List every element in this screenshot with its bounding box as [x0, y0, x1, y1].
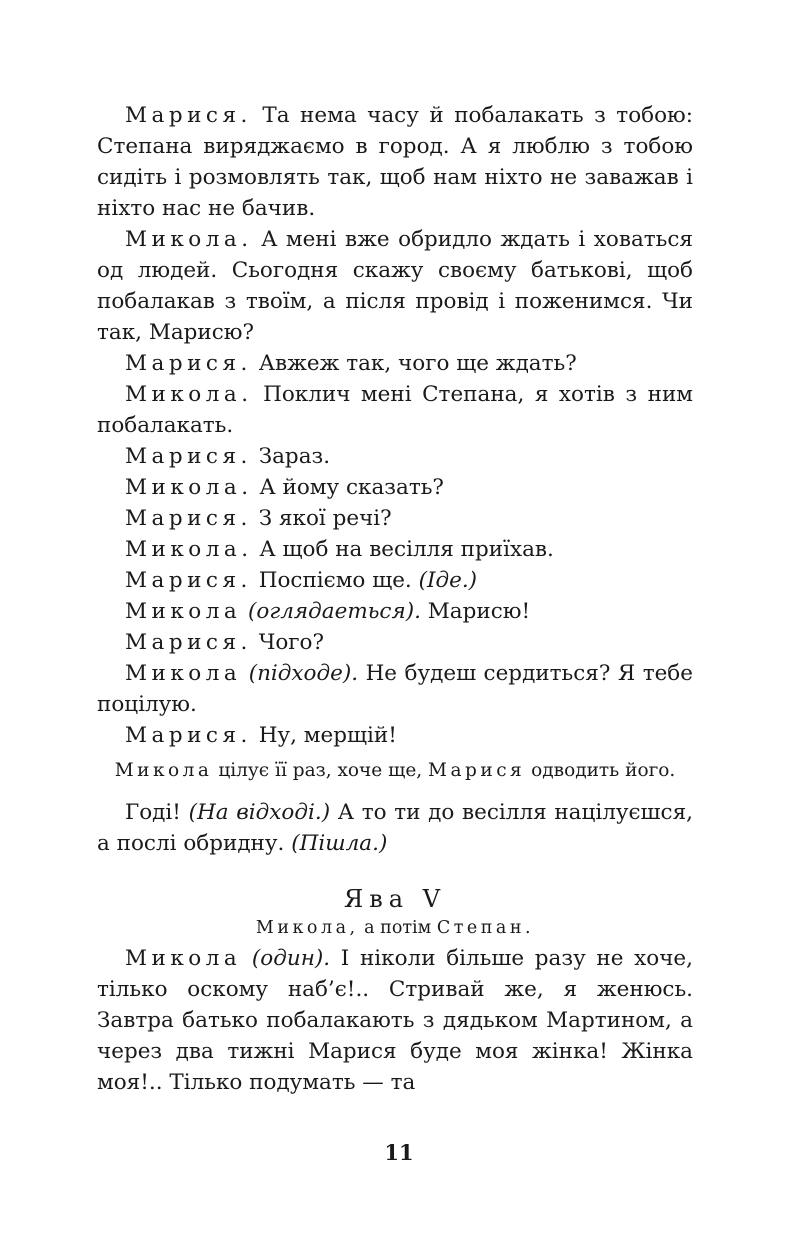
line-text: А щоб на весілля приїхав.: [259, 537, 554, 562]
line-text: Зараз.: [258, 444, 331, 469]
dialogue-line: [97, 720, 693, 751]
speaker-name: Марися.: [125, 723, 252, 748]
dialogue-line: [97, 627, 693, 658]
dialogue-line: [97, 503, 693, 534]
dialogue-line: [97, 100, 693, 224]
speaker-name: Марися.: [125, 444, 252, 469]
dialogue-line: [97, 596, 693, 627]
dialogue-line: [97, 441, 693, 472]
speaker-name: Микола.: [125, 537, 253, 562]
speaker-name: Микола: [114, 760, 213, 781]
line-text: А то ти до весілля націлуєшся, а послі обридну.: [97, 800, 693, 856]
line-text: А мені вже обридло ждать і ховаться од людей. Сьогодня скажу своєму батькові, щоб побалакав з твоїм, а після провід і поженимся. Чи так, Марисю?: [97, 227, 693, 345]
line-text: Годі!: [125, 800, 181, 825]
dialogue-line: [97, 534, 693, 565]
scene-title: Ява V: [343, 885, 447, 913]
speaker-name: Марися: [428, 760, 526, 781]
speaker-name: Микола,: [255, 918, 359, 938]
stage-direction: [97, 757, 693, 784]
dialogue-line: [97, 943, 693, 1098]
line-text: Авжеж так, чого ще ждать?: [258, 351, 577, 376]
line-text: Чого?: [258, 630, 325, 655]
speaker-name: Микола.: [125, 475, 253, 500]
line-text: Не будеш сердиться? Я тебе поцілую.: [97, 661, 693, 717]
dialogue-line: [97, 472, 693, 503]
scene-characters: [97, 915, 693, 941]
dialogue-line: [97, 658, 693, 720]
line-text: Ну, мерщій!: [258, 723, 397, 748]
stage-remark: (Пішла.): [291, 831, 388, 856]
stage-remark: (Іде.): [418, 568, 478, 593]
stage-remark: (оглядаеться).: [248, 599, 421, 624]
speaker-name: Микола: [125, 946, 242, 971]
speaker-name: Марися.: [125, 506, 252, 531]
dialogue-line: [97, 379, 693, 441]
speaker-name: Микола: [125, 599, 242, 624]
dialogue-line: [97, 565, 693, 596]
stage-direction-text: цілує її раз, хоче ще,: [218, 760, 423, 781]
line-text: Марисю!: [427, 599, 531, 624]
line-text: З якої речі?: [258, 506, 392, 531]
speaker-name: Микола.: [125, 382, 253, 407]
dialogue-line: [97, 348, 693, 379]
speaker-name: Степан.: [436, 918, 535, 938]
dialogue-line: [97, 224, 693, 348]
dialogue-line: [97, 797, 693, 859]
line-text: А йому сказать?: [259, 475, 444, 500]
book-page: [97, 100, 693, 1098]
speaker-name: Микола.: [125, 227, 253, 252]
speaker-name: Марися.: [125, 568, 252, 593]
stage-remark: (один).: [251, 946, 331, 971]
subtitle-text: а потім: [364, 918, 432, 938]
speaker-name: Микола: [125, 661, 242, 686]
speaker-name: Марися.: [125, 630, 252, 655]
speaker-name: Марися.: [125, 103, 252, 128]
stage-direction-text: одводить його.: [531, 760, 676, 781]
stage-remark: (На відході.): [188, 800, 331, 825]
line-text: І ніколи більше разу не хоче, тілько оскому наб’є!.. Стривай же, я женюсь. Завтра батько побалакають з дядьком Мартином, а через два тижні Марися буде моя жінка! Жінка моя!.. Тілько подумать — та: [97, 946, 693, 1095]
stage-remark: (підходе).: [248, 661, 359, 686]
line-text: Поклич мені Степана, я хотів з ним побалакать.: [97, 382, 693, 438]
page-number: 11: [384, 1140, 414, 1165]
line-text: Поспіємо ще.: [258, 568, 412, 593]
line-text: Та нема часу й побалакать з тобою: Степана виряджаємо в город. А я люблю з тобою сидіть і розмовлять так, щоб нам ніхто не заважав і ніхто нас не бачив.: [97, 103, 693, 221]
speaker-name: Марися.: [125, 351, 252, 376]
